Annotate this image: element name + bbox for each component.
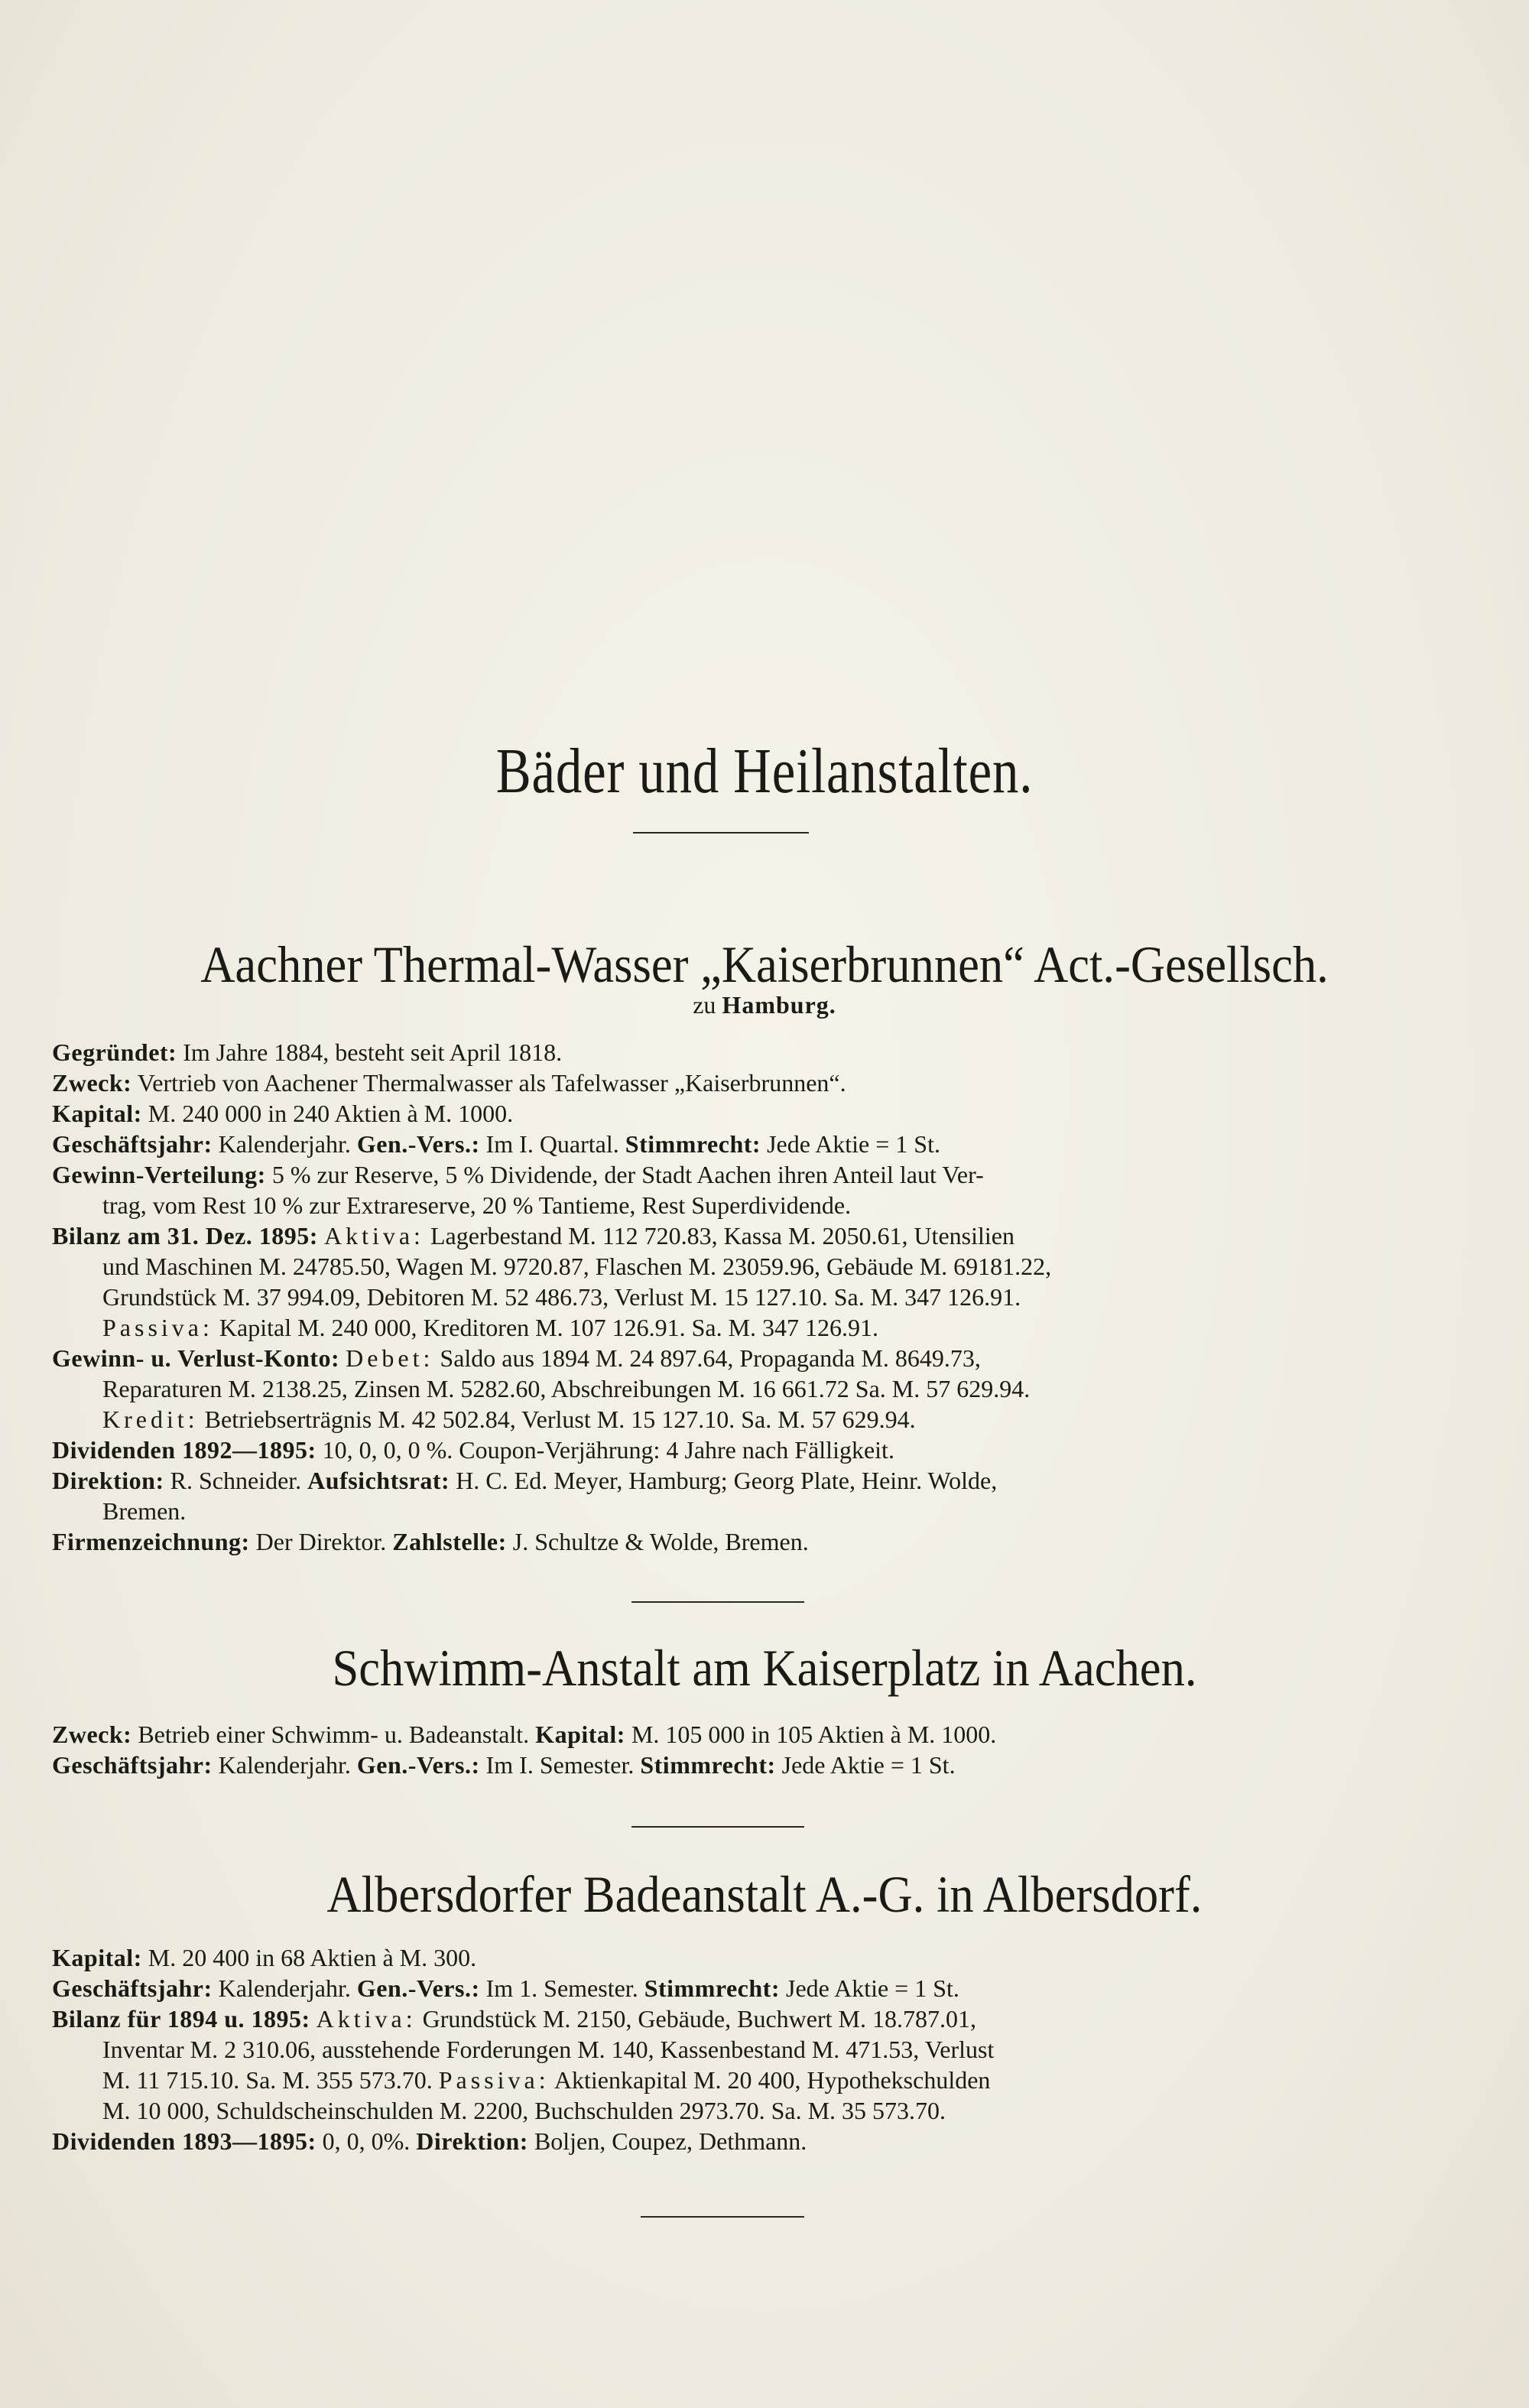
field-value: 0, 0, 0%. [322, 2127, 411, 2155]
entry-line [52, 2095, 1398, 2126]
entry-line [52, 2126, 1398, 2156]
field-value: Jede Aktie = 1 St. [785, 1974, 959, 2002]
company-title-kaiserbrunnen: Aachner Thermal-Wasser „Kaiserbrunnen“ Act.-Gesellsch. [200, 935, 1329, 993]
field-value: M. 105 000 in 105 Aktien à M. 1000. [631, 1721, 997, 1748]
entry-line [52, 1037, 1398, 1068]
entry-line [52, 1251, 1398, 1282]
field-value: Inventar M. 2 310.06, ausstehende Forderungen M. 140, Kassenbestand M. 471.53, Verlust [102, 2036, 995, 2063]
entry-line [52, 1404, 1398, 1435]
field-value: Boljen, Coupez, Dethmann. [534, 2127, 807, 2155]
entry-line [52, 1750, 1398, 1780]
entry-line [52, 1098, 1398, 1129]
field-label: Bilanz für 1894 u. 1895: [52, 2005, 310, 2033]
entry-line [52, 1068, 1398, 1098]
field-label: Stimmrecht: [625, 1130, 761, 1158]
field-value: Saldo aus 1894 M. 24 897.64, Propaganda M. 8649.73, [440, 1344, 981, 1372]
field-value: Reparaturen M. 2138.25, Zinsen M. 5282.60, Abschreibungen M. 16 661.72 Sa. M. 57 629.94. [102, 1375, 1031, 1402]
field-value: Im I. Quartal. [485, 1130, 619, 1158]
spaced-label: Debet: [346, 1344, 434, 1372]
entry-line [52, 1220, 1398, 1251]
field-label: Stimmrecht: [640, 1751, 776, 1779]
entry-line [52, 1719, 1398, 1750]
field-value: Kapital M. 240 000, Kreditoren M. 107 126.91. Sa. M. 347 126.91. [219, 1314, 879, 1341]
spaced-label: Aktiva: [323, 1222, 424, 1249]
company-title-albersdorfer: Albersdorfer Badeanstalt A.-G. in Albersdorf. [326, 1865, 1203, 1923]
field-value: H. C. Ed. Meyer, Hamburg; Georg Plate, Heinr. Wolde, [456, 1467, 998, 1494]
field-label: Zweck: [52, 1069, 132, 1097]
field-value: Kalenderjahr. [218, 1751, 351, 1779]
field-value: Jede Aktie = 1 St. [781, 1751, 956, 1779]
field-value: Betriebserträgnis M. 42 502.84, Verlust M. 15 127.10. Sa. M. 57 629.94. [204, 1405, 916, 1433]
field-value: trag, vom Rest 10 % zur Extrareserve, 20 % Tantieme, Rest Superdividende. [102, 1191, 852, 1219]
field-value: Im Jahre 1884, besteht seit April 1818. [183, 1038, 563, 1066]
field-label: Gen.-Vers.: [356, 1130, 480, 1158]
field-value: Grundstück M. 37 994.09, Debitoren M. 52 486.73, Verlust M. 15 127.10. Sa. M. 347 126.91. [102, 1283, 1021, 1311]
title-divider [633, 832, 809, 834]
entry-line [52, 1190, 1398, 1220]
field-label: Kapital: [52, 1944, 142, 1971]
entry-divider [631, 1826, 804, 1828]
entry-line [52, 1496, 1398, 1526]
field-value: Kalenderjahr. [218, 1974, 351, 2002]
field-label: Direktion: [416, 2127, 528, 2155]
company-entry-schwimm-anstalt [52, 1719, 1398, 1780]
field-value: Vertrieb von Aachener Thermalwasser als Tafelwasser „Kaiserbrunnen“. [137, 1069, 846, 1097]
spaced-label: Kredit: [102, 1405, 199, 1433]
entry-line [52, 1312, 1398, 1343]
entry-line [52, 1942, 1398, 1973]
field-label: Gen.-Vers.: [356, 1974, 480, 2002]
field-value: M. 10 000, Schuldscheinschulden M. 2200, Buchschulden 2973.70. Sa. M. 35 573.70. [102, 2097, 946, 2124]
field-label: Gen.-Vers.: [356, 1751, 480, 1779]
field-value: Im I. Semester. [485, 1751, 635, 1779]
company-entry-albersdorfer [52, 1942, 1398, 2156]
field-value: Der Direktor. [255, 1528, 387, 1555]
field-value: 5 % zur Reserve, 5 % Dividende, der Stadt Aachen ihren Anteil laut Ver- [271, 1161, 984, 1188]
field-value: Jede Aktie = 1 St. [767, 1130, 940, 1158]
field-label: Geschäftsjahr: [52, 1751, 213, 1779]
field-label: Geschäftsjahr: [52, 1130, 213, 1158]
entry-line [52, 2065, 1398, 2095]
entry-line [52, 1973, 1398, 2003]
spaced-label: Aktiva: [316, 2005, 417, 2033]
entry-line [52, 1526, 1398, 1557]
location-prefix: zu [693, 991, 716, 1019]
field-label: Firmenzeichnung: [52, 1528, 250, 1555]
section-title: Bäder und Heilanstalten. [495, 736, 1034, 807]
field-value: M. 11 715.10. Sa. M. 355 573.70. [102, 2066, 433, 2094]
entry-line [52, 2034, 1398, 2065]
entry-line [52, 1465, 1398, 1496]
entry-line [52, 1373, 1398, 1404]
entry-line [52, 1282, 1398, 1312]
spaced-label: Passiva: [438, 2066, 550, 2094]
field-label: Dividenden 1893—1895: [52, 2127, 317, 2155]
field-label: Gewinn-Verteilung: [52, 1161, 266, 1188]
field-label: Dividenden 1892—1895: [52, 1436, 317, 1464]
field-label: Gewinn- u. Verlust-Konto: [52, 1344, 340, 1372]
field-label: Kapital: [535, 1721, 625, 1748]
field-value: M. 240 000 in 240 Aktien à M. 1000. [148, 1100, 514, 1127]
field-label: Bilanz am 31. Dez. 1895: [52, 1222, 318, 1249]
field-label: Gegründet: [52, 1038, 177, 1066]
entry-divider [641, 2216, 804, 2218]
field-value: und Maschinen M. 24785.50, Wagen M. 9720.87, Flaschen M. 23059.96, Gebäude M. 69181.22, [102, 1253, 1052, 1280]
entry-line [52, 1343, 1398, 1373]
field-label: Aufsichtsrat: [307, 1467, 450, 1494]
field-value: Lagerbestand M. 112 720.83, Kassa M. 2050.61, Utensilien [430, 1222, 1014, 1249]
entry-line [52, 1129, 1398, 1159]
field-value: 10, 0, 0, 0 %. Coupon-Verjährung: 4 Jahre nach Fälligkeit. [322, 1436, 894, 1464]
field-value: Kalenderjahr. [218, 1130, 351, 1158]
spaced-label: Passiva: [102, 1314, 213, 1341]
field-value: Bremen. [102, 1497, 187, 1525]
entry-line [52, 1159, 1398, 1190]
field-label: Geschäftsjahr: [52, 1974, 213, 2002]
field-value: Im 1. Semester. [485, 1974, 638, 2002]
field-value: M. 20 400 in 68 Aktien à M. 300. [148, 1944, 477, 1971]
entry-line [52, 1435, 1398, 1465]
field-label: Stimmrecht: [644, 1974, 780, 2002]
field-value: Grundstück M. 2150, Gebäude, Buchwert M. 18.787.01, [422, 2005, 976, 2033]
field-label: Zahlstelle: [392, 1528, 507, 1555]
company-entry-kaiserbrunnen [52, 1037, 1398, 1557]
field-label: Kapital: [52, 1100, 142, 1127]
field-value: R. Schneider. [170, 1467, 302, 1494]
entry-divider [631, 1601, 804, 1603]
field-label: Zweck: [52, 1721, 132, 1748]
entry-line [52, 2003, 1398, 2034]
field-value: J. Schultze & Wolde, Bremen. [512, 1528, 809, 1555]
location-city: Hamburg. [722, 991, 836, 1019]
field-label: Direktion: [52, 1467, 164, 1494]
company-location [0, 991, 1529, 1019]
company-title-schwimm-anstalt: Schwimm-Anstalt am Kaiserplatz in Aachen. [332, 1639, 1197, 1697]
field-value: Aktienkapital M. 20 400, Hypothekschulden [553, 2066, 991, 2094]
field-value: Betrieb einer Schwimm- u. Badeanstalt. [138, 1721, 530, 1748]
